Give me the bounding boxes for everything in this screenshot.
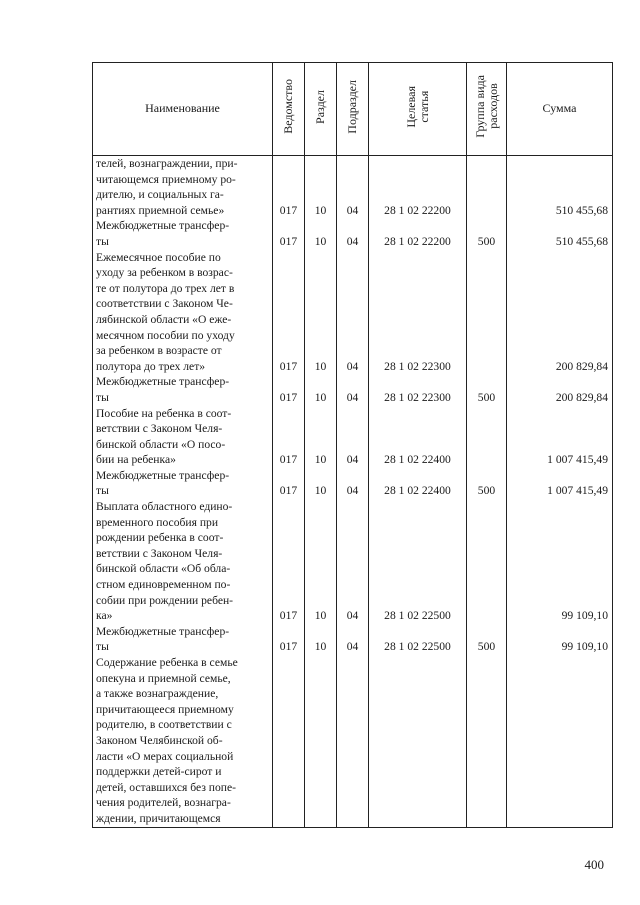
row-statya: 28 1 02 22400 — [369, 406, 467, 468]
table-row — [93, 499, 613, 624]
row-statya: 28 1 02 22200 — [369, 218, 467, 249]
row-name: Межбюджетные трансфер- ты — [93, 374, 273, 405]
row-vedomstvo: 017 — [273, 218, 305, 249]
header-razdel: Раздел — [305, 63, 337, 156]
row-summa: 510 455,68 — [507, 218, 613, 249]
row-statya: 28 1 02 22400 — [369, 468, 467, 499]
row-podrazdel: 04 — [337, 406, 369, 468]
row-podrazdel: 04 — [337, 468, 369, 499]
row-razdel — [305, 655, 337, 827]
row-summa: 510 455,68 — [507, 156, 613, 219]
budget-table — [92, 62, 613, 828]
row-podrazdel: 04 — [337, 374, 369, 405]
table-row — [93, 218, 613, 249]
row-summa: 1 007 415,49 — [507, 406, 613, 468]
header-gruppa: Группа вида расходов — [467, 63, 507, 156]
row-name: Межбюджетные трансфер- ты — [93, 218, 273, 249]
row-vedomstvo: 017 — [273, 499, 305, 624]
table-row — [93, 374, 613, 405]
table-row — [93, 468, 613, 499]
row-razdel: 10 — [305, 156, 337, 219]
row-name: Пособие на ребенка в соот- ветствии с Законом Челя- бинской области «О посо- бии на ребенка» — [93, 406, 273, 468]
row-gruppa — [467, 156, 507, 219]
row-gruppa — [467, 655, 507, 827]
row-name: Ежемесячное пособие по уходу за ребенком в возрас- те от полутора до трех лет в соответствии с Законом Че- лябинской области «О еже- месячном пособии по уходу за ребенком в возрасте от полутора до трех лет» — [93, 250, 273, 375]
row-summa: 1 007 415,49 — [507, 468, 613, 499]
header-vedomstvo: Ведомство — [273, 63, 305, 156]
row-name: Межбюджетные трансфер- ты — [93, 468, 273, 499]
table-row — [93, 156, 613, 219]
page-number: 400 — [584, 857, 604, 872]
header-statya: Целевая статья — [369, 63, 467, 156]
row-summa: 200 829,84 — [507, 374, 613, 405]
row-razdel: 10 — [305, 250, 337, 375]
row-podrazdel: 04 — [337, 624, 369, 655]
header-podrazdel: Подраздел — [337, 63, 369, 156]
row-gruppa: 500 — [467, 374, 507, 405]
row-name: телей, вознаграждении, при- читающемся приемному ро- дителю, и социальных га- рантиях приемной семье» — [93, 156, 273, 219]
row-razdel: 10 — [305, 374, 337, 405]
row-razdel: 10 — [305, 624, 337, 655]
row-name: Межбюджетные трансфер- ты — [93, 624, 273, 655]
row-gruppa — [467, 250, 507, 375]
row-razdel: 10 — [305, 406, 337, 468]
row-vedomstvo: 017 — [273, 624, 305, 655]
row-vedomstvo: 017 — [273, 406, 305, 468]
row-podrazdel: 04 — [337, 156, 369, 219]
row-vedomstvo: 017 — [273, 156, 305, 219]
row-gruppa: 500 — [467, 624, 507, 655]
row-razdel: 10 — [305, 499, 337, 624]
header-name: Наименование — [93, 63, 273, 156]
row-summa: 99 109,10 — [507, 499, 613, 624]
header-summa: Сумма — [507, 63, 613, 156]
row-gruppa — [467, 499, 507, 624]
row-statya — [369, 655, 467, 827]
row-gruppa: 500 — [467, 218, 507, 249]
row-vedomstvo — [273, 655, 305, 827]
row-summa: 99 109,10 — [507, 624, 613, 655]
row-statya: 28 1 02 22200 — [369, 156, 467, 219]
row-gruppa: 500 — [467, 468, 507, 499]
row-podrazdel: 04 — [337, 218, 369, 249]
table-row — [93, 406, 613, 468]
row-podrazdel — [337, 655, 369, 827]
row-summa: 200 829,84 — [507, 250, 613, 375]
row-gruppa — [467, 406, 507, 468]
row-vedomstvo: 017 — [273, 468, 305, 499]
row-vedomstvo: 017 — [273, 374, 305, 405]
row-statya: 28 1 02 22300 — [369, 250, 467, 375]
row-razdel: 10 — [305, 468, 337, 499]
table-header-row — [93, 63, 613, 156]
row-name: Содержание ребенка в семье опекуна и приемной семье, а также вознаграждение, причитающееся приемному родителю, в соответствии с Законом Челябинской об- ласти «О мерах социальной поддержки детей-сирот и детей, оставшихся без попе- чения родителей, вознагра- ждении, причитающемся — [93, 655, 273, 827]
table-row — [93, 624, 613, 655]
table-row — [93, 655, 613, 827]
row-statya: 28 1 02 22500 — [369, 624, 467, 655]
row-statya: 28 1 02 22300 — [369, 374, 467, 405]
row-podrazdel: 04 — [337, 499, 369, 624]
row-name: Выплата областного едино- временного пособия при рождении ребенка в соот- ветствии с Законом Челя- бинской области «Об обла- стном единовременном по- собии при рождении ребен- ка» — [93, 499, 273, 624]
row-vedomstvo: 017 — [273, 250, 305, 375]
row-summa — [507, 655, 613, 827]
row-podrazdel: 04 — [337, 250, 369, 375]
table-row — [93, 250, 613, 375]
row-razdel: 10 — [305, 218, 337, 249]
row-statya: 28 1 02 22500 — [369, 499, 467, 624]
